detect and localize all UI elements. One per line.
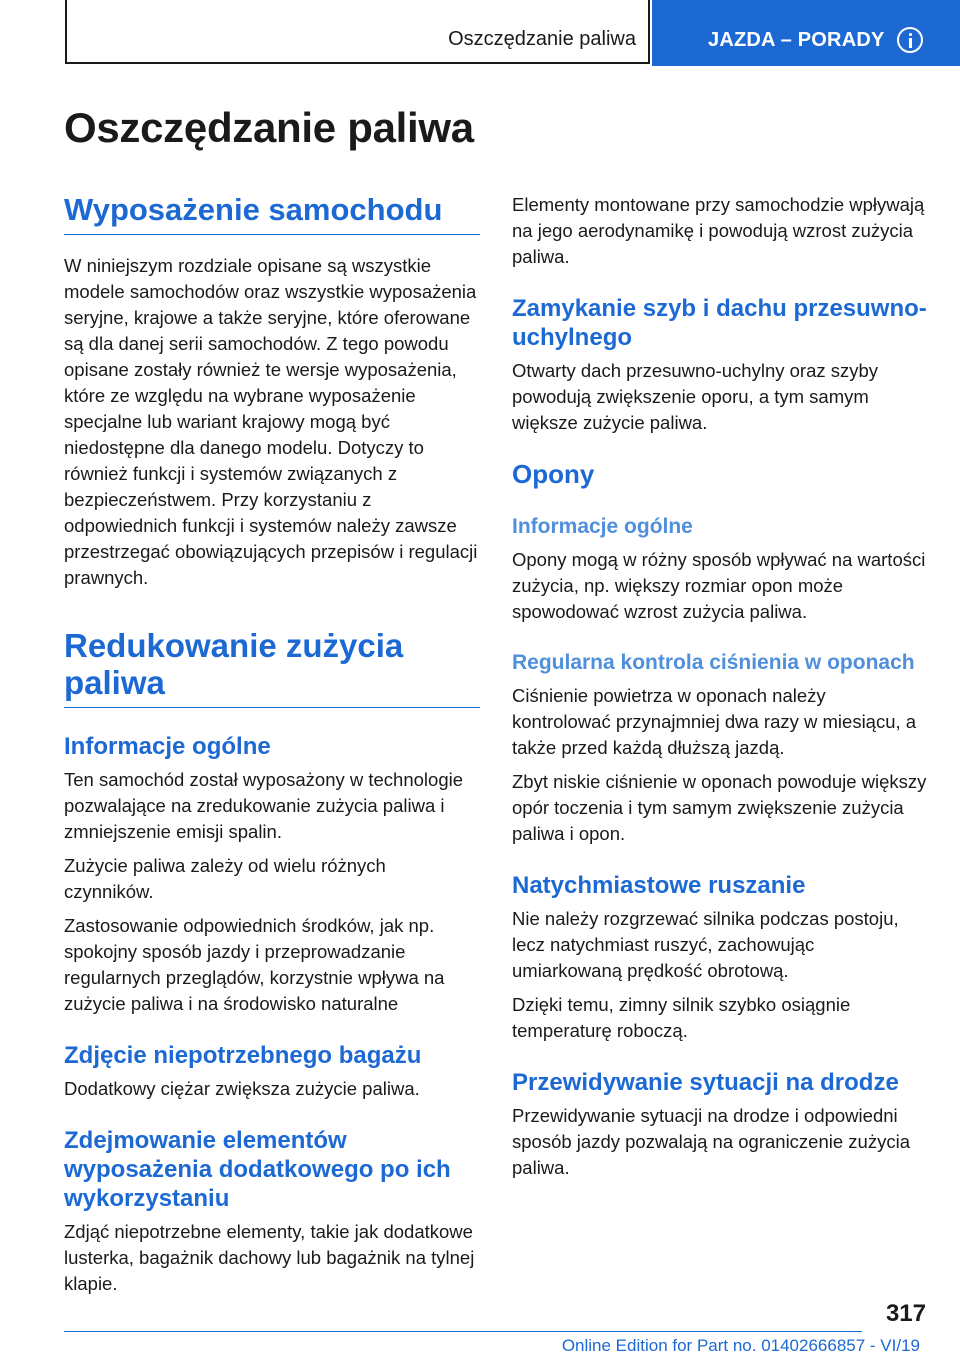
pressure-p2: Zbyt niskie ciśnienie w oponach powoduje większy opór toczenia i tym samym zwiększenie zużycia paliwa i opon. (512, 771, 927, 844)
tires-heading: Opony (512, 459, 595, 489)
header-divider (648, 0, 650, 64)
header-section-title: Oszczędzanie paliwa (448, 28, 636, 50)
pressure-heading: Regularna kontrola ciśnienia w oponach (512, 651, 915, 674)
header-bottom-rule (65, 62, 650, 64)
edition-note: Online Edition for Part no. 01402666857 - VI/19 (561, 1336, 920, 1355)
removal-text-continued: Elementy montowane przy samochodzie wpływają na jego aerodynamikę i powodują wzrost zużycia paliwa. (512, 194, 925, 267)
page-number: 317 (885, 1300, 926, 1327)
equipment-text: W niniejszym rozdziale opisane są wszystkie modele samochodów oraz wszystkie wyposażenia seryjne, krajowe a także seryjne, które oferowane są dla danej serii samochodów. Z tego powodu opisane zostały również te wersje wyposażenia, które ze względu na wybrane wyposażenie specjalne lub wariant krajowy mogą być niedostępne dla danego modelu. Dotyczy to również funkcji i systemów związanych z bezpieczeństwem. Przy korzystaniu z odpowiednich funkcji i systemów należy zawsze przestrzegać obowiązujących przepisów i regulacji prawnych. (64, 255, 478, 588)
start-heading: Natychmiastowe ruszanie (512, 872, 806, 899)
general-info-p1: Ten samochód został wyposażony w technologie pozwalające na zredukowanie zużycia paliwa i zmniejszenie emisji spalin. (64, 769, 464, 842)
general-info-heading: Informacje ogólne (64, 733, 271, 760)
general-info-p2: Zużycie paliwa zależy od wielu różnych czynników. (64, 855, 386, 902)
header-left-rule (65, 0, 67, 64)
luggage-heading: Zdjęcie niepotrzebnego bagażu (64, 1042, 422, 1069)
left-column (64, 192, 480, 1297)
anticipate-text: Przewidywanie sytuacji na drodze i odpowiedni sposób jazdy pozwalają na ograniczenie zużycia paliwa. (512, 1105, 910, 1178)
pressure-p1: Ciśnienie powietrza w oponach należy kontrolować przynajmniej dwa razy w miesiącu, a także przed każdą dłuższą jazdą. (512, 685, 917, 758)
start-p1: Nie należy rozgrzewać silnika podczas postoju, lecz natychmiast ruszyć, zachowując umiarkowaną prędkość obrotową. (512, 908, 899, 981)
luggage-text: Dodatkowy ciężar zwiększa zużycie paliwa. (64, 1078, 420, 1099)
equipment-heading: Wyposażenie samochodu (64, 192, 480, 235)
reduce-heading: Redukowanie zużycia paliwa (64, 627, 480, 708)
windows-text: Otwarty dach przesuwno-uchylny oraz szyby powodują zwiększenie oporu, a tym samym większe zużycie paliwa. (512, 360, 879, 433)
general-info-p3: Zastosowanie odpowiednich środków, jak np. spokojny sposób jazdy i przeprowadzanie regularnych przeglądów, korzystnie wpływa na zużycie paliwa i na środowisko naturalne (64, 915, 445, 1014)
right-column (512, 192, 928, 1181)
start-p2: Dzięki temu, zimny silnik szybko osiągnie temperaturę roboczą. (512, 994, 851, 1041)
info-icon[interactable] (897, 27, 923, 53)
tires-general-text: Opony mogą w różny sposób wpływać na wartości zużycia, np. większy rozmiar opon może spowodować wzrost zużycia paliwa. (512, 549, 926, 622)
page-title: Oszczędzanie paliwa (64, 104, 474, 151)
tires-general-heading: Informacje ogólne (512, 515, 693, 538)
removal-heading: Zdejmowanie elementów wyposażenia dodatkowego po ich wykorzystaniu (64, 1127, 451, 1212)
footer-rule (64, 1331, 862, 1332)
windows-heading: Zamykanie szyb i dachu przesuwno-uchylnego (512, 295, 927, 351)
anticipate-heading: Przewidywanie sytuacji na drodze (512, 1069, 899, 1096)
chapter-label: JAZDA – PORADY (708, 29, 885, 51)
removal-text: Zdjąć niepotrzebne elementy, takie jak dodatkowe lusterka, bagażnik dachowy lub bagażnik na tylnej klapie. (64, 1221, 475, 1294)
page-header (0, 0, 960, 66)
